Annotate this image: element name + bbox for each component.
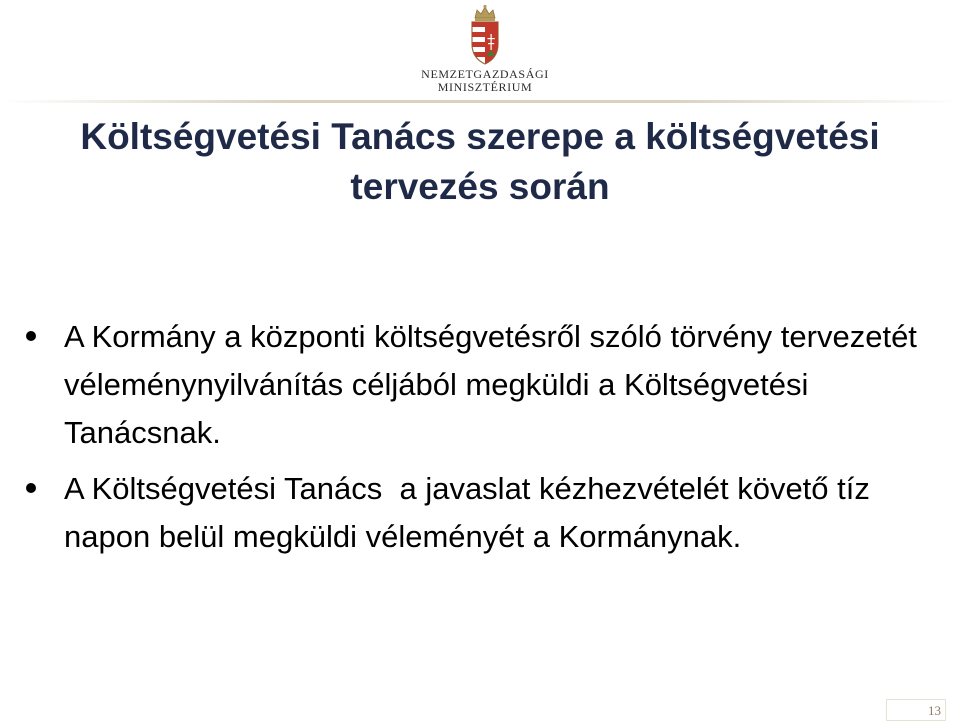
slide-title-line-2: tervezés során [350, 166, 610, 207]
bullet-dot-icon [26, 331, 36, 341]
bullet-dot-icon [26, 483, 36, 493]
slide-title-line-1: Költségvetési Tanács szerepe a költségvetési [80, 116, 880, 157]
bullet-text: A Kormány a központi költségvetésről szóló törvény tervezetét véleménynyilvánítás céljából megküldi a Költségvetési Tanácsnak. [64, 319, 917, 450]
hungarian-coat-of-arms-icon [467, 4, 503, 66]
bullet-text: A Költségvetési Tanács a javaslat kézhezvételét követő tíz napon belül megküldi véleményét a Kormánynak. [64, 471, 879, 554]
bullet-list [64, 313, 934, 569]
header-divider [0, 100, 960, 103]
bullet-item [64, 313, 934, 457]
logo-text-line-1: NEMZETGAZDASÁGI [421, 67, 549, 81]
page-number: 13 [886, 699, 946, 721]
bullet-item [64, 465, 934, 561]
slide-title [0, 112, 960, 212]
logo-text-line-2: MINISZTÉRIUM [437, 80, 533, 94]
ministry-logo [400, 4, 570, 96]
